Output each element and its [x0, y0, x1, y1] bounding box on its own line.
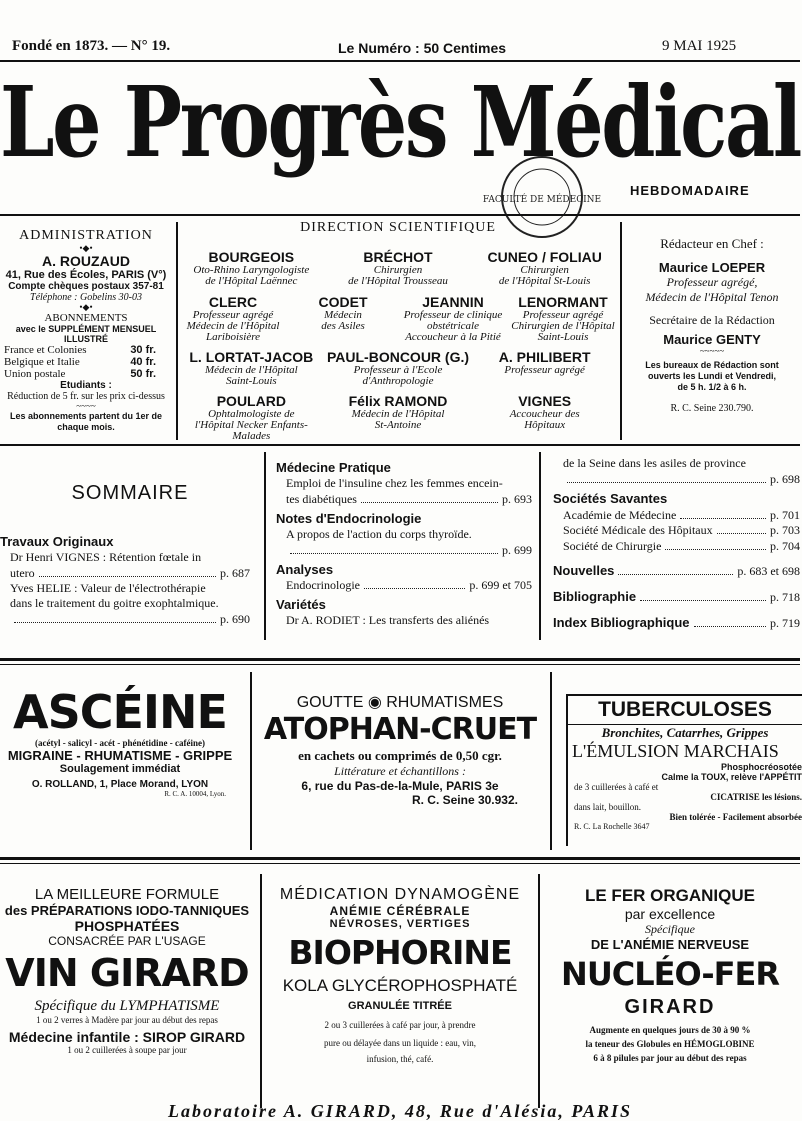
ornament: •◆•	[79, 243, 93, 253]
asceine-rc: R. C. A. 10004, Lyon.	[164, 790, 226, 798]
tub-name: L'ÉMULSION MARCHAIS	[572, 741, 779, 761]
toc-entry-title: Académie de Médecine	[563, 507, 677, 522]
director-role: Chirurgien de l'Hôpital	[511, 320, 615, 332]
tub-calme-1: Calme la TOUX, relève l'APPÉTIT	[661, 772, 802, 782]
bio-granule: GRANULÉE TITRÉE	[348, 1000, 452, 1012]
nucleo-l2: par excellence	[624, 906, 716, 922]
director-entry	[178, 350, 325, 387]
toc-page: p. 693	[502, 491, 532, 506]
director-entry	[325, 350, 472, 387]
column-divider	[620, 222, 622, 440]
toc-page: p. 683 et 698	[737, 564, 800, 579]
toc-leader	[364, 578, 465, 590]
toc-heading: Sociétés Savantes	[553, 490, 668, 506]
toc-entry	[553, 562, 800, 580]
director-role: des Asiles	[321, 320, 365, 332]
director-role: Saint-Louis	[537, 331, 589, 343]
rate-value: 50 fr.	[130, 368, 156, 380]
admin-phone: Téléphone : Gobelins 30-03	[30, 292, 142, 303]
secretary-name: Maurice GENTY	[663, 332, 761, 347]
journal-subtitle: HEBDOMADAIRE	[630, 183, 750, 198]
tub-dose-2: dans lait, bouillon.	[574, 802, 641, 812]
director-role: d'Anthropologie	[362, 375, 434, 387]
girard-l2: des PRÉPARATIONS IODO-TANNIQUES	[4, 903, 250, 918]
bio-name: BIOPHORINE	[288, 933, 512, 972]
redaction-block	[624, 236, 800, 414]
sommaire-title: SOMMAIRE	[71, 482, 189, 504]
tub-sub: Bronchites, Catarrhes, Grippes	[601, 725, 769, 740]
director-name: LENORMANT	[518, 294, 608, 310]
tub-tolerance: Bien tolérée - Facilement absorbée	[669, 812, 802, 822]
director-entry	[398, 295, 508, 343]
tub-title: TUBERCULOSES	[568, 696, 802, 725]
toc-page: p. 699 et 705	[469, 578, 532, 593]
toc-page: p. 699	[502, 542, 532, 557]
founded-line: Fondé en 1873. — N° 19.	[12, 38, 171, 54]
sommaire-column-1	[0, 530, 250, 627]
toc-leader	[361, 491, 498, 503]
girard-dose: 1 ou 2 verres à Madère par jour au début des repas	[36, 1015, 218, 1025]
rate-row	[4, 368, 156, 380]
ads-top-rule-thin	[0, 664, 800, 665]
atophan-lit: Littérature et échantillons :	[334, 764, 466, 778]
director-name: JEANNIN	[422, 294, 484, 310]
top-info-rule	[0, 214, 800, 216]
nucleo-l1: LE FER ORGANIQUE	[584, 886, 755, 905]
rate-value: 40 fr.	[130, 356, 156, 368]
director-entry	[508, 295, 618, 343]
admin-name: A. ROUZAUD	[42, 253, 130, 269]
director-name: CODET	[318, 294, 368, 310]
toc-page: p. 687	[220, 565, 250, 580]
nucleo-name: NUCLÉO-FER	[561, 955, 779, 993]
director-role: Professeur agrégé	[522, 309, 604, 321]
ads-mid-rule	[0, 857, 800, 860]
tub-rc: R. C. La Rochelle 3647	[574, 822, 650, 831]
chief-title-1: Professeur agrégé,	[666, 275, 758, 289]
toc-leader	[717, 523, 766, 535]
asceine-composition: (acétyl - salicyl - acét - phénétidine - caféine)	[35, 738, 205, 748]
toc-entry-title: tes diabétiques	[286, 491, 357, 506]
toc-leader	[694, 615, 766, 628]
director-name: PAUL-BONCOUR (G.)	[326, 349, 470, 365]
supplement-line: avec le SUPPLÉMENT MENSUEL ILLUSTRÉ	[15, 324, 157, 344]
rate-label: Union postale	[4, 368, 66, 380]
toc-entry-title: Nouvelles	[553, 563, 615, 579]
nucleo-l3: Spécifique	[645, 922, 695, 936]
nucleo-dose-3: 6 à 8 pilules par jour au début des repas	[593, 1053, 747, 1063]
toc-leader	[665, 538, 766, 550]
toc-entry-title: Bibliographie	[553, 589, 637, 605]
director-role: Lariboisière	[206, 331, 260, 343]
direction-row	[178, 295, 618, 343]
secretary-label: Secrétaire de la Rédaction	[649, 313, 775, 327]
toc-entry-title: Société de Chirurgie	[563, 539, 662, 554]
rates-list	[0, 344, 172, 380]
bio-kola: KOLA GLYCÉROPHOSPHATÉ	[282, 976, 518, 995]
director-role: Médecin	[324, 309, 362, 321]
bio-l3: NÉVROSES, VERTIGES	[329, 918, 471, 930]
chief-title-2: Médecin de l'Hôpital Tenon	[645, 290, 779, 304]
sommaire-column-3	[553, 456, 800, 632]
girard-infant: Médecine infantile : SIROP GIRARD	[8, 1029, 246, 1045]
header-rule	[0, 60, 800, 62]
tub-calme-2: CICATRISE les lésions.	[710, 792, 802, 802]
toc-entry	[553, 614, 800, 632]
ads-mid-rule-thin	[0, 863, 800, 864]
direction-row	[178, 394, 618, 442]
toc-entry-title: Société Médicale des Hôpitaux	[563, 523, 713, 538]
ad-tuberculose	[566, 694, 802, 846]
direction-row	[178, 250, 618, 287]
ad-biophorine	[262, 886, 538, 1064]
director-entry	[471, 350, 618, 387]
rate-value: 30 fr.	[130, 344, 156, 356]
director-entry	[178, 394, 325, 442]
toc-page: p. 690	[220, 611, 250, 626]
ad-asceine	[0, 686, 240, 798]
ornament: ~~~~	[76, 401, 96, 411]
toc-entry	[553, 471, 800, 487]
toc-entry	[0, 565, 250, 581]
toc-heading: Analyses	[276, 561, 334, 577]
journal-title: Le Progrès Médical	[0, 65, 800, 179]
toc-line: de la Seine dans les asiles de province	[563, 456, 746, 470]
column-divider	[539, 452, 541, 640]
tub-dose-1: de 3 cuillerées à café et	[574, 782, 659, 792]
reduction-line: Réduction de 5 fr. sur les prix ci-dessus	[7, 391, 165, 402]
atophan-top: GOUTTE ◉ RHUMATISMES	[296, 694, 504, 711]
stamp-text: FACULTÉ DE MÉDECINE	[482, 195, 602, 205]
girard-name: VIN GIRARD	[5, 951, 249, 995]
director-entry	[178, 250, 325, 287]
nucleo-dose-2: la teneur des Globules en HÉMOGLOBINE	[585, 1039, 755, 1049]
ornament: ~~~~~	[699, 346, 725, 356]
toc-entry	[276, 542, 532, 558]
toc-entry	[276, 491, 532, 507]
sommaire-column-2	[276, 456, 532, 628]
toc-entry	[553, 588, 800, 606]
toc-line: A propos de l'action du corps thyroïde.	[286, 526, 472, 541]
rate-label: France et Colonies	[4, 344, 87, 356]
toc-heading: Variétés	[276, 597, 326, 613]
toc-leader	[618, 563, 733, 576]
director-name: L. LORTAT-JACOB	[189, 349, 314, 365]
toc-leader	[567, 471, 766, 483]
toc-entry-title: Endocrinologie	[286, 578, 360, 593]
director-role: Hôpitaux	[524, 419, 566, 431]
director-entry	[325, 250, 472, 287]
toc-entry	[553, 523, 800, 539]
asceine-name: ASCÉINE	[13, 685, 227, 739]
footer-laboratory: Laboratoire A. GIRARD, 48, Rue d'Alésia, PARIS	[167, 1101, 633, 1121]
chief-label: Rédacteur en Chef :	[660, 236, 764, 251]
director-name: Félix RAMOND	[348, 393, 448, 409]
masthead	[0, 63, 800, 185]
direction-grid	[178, 250, 618, 440]
director-role: Saint-Louis	[225, 375, 277, 387]
bio-dose-2: pure ou délayée dans un liquide : eau, vin,	[324, 1038, 476, 1048]
tub-phos: Phosphocréosotée	[720, 762, 802, 772]
director-name: CLERC	[208, 294, 258, 310]
director-role: Médecin de l'Hôpital	[351, 408, 445, 420]
toc-line: dans le traitement du goitre exophtalmique.	[10, 595, 219, 610]
toc-heading: Travaux Originaux	[0, 534, 114, 549]
column-divider	[550, 672, 552, 850]
director-role: Professeur à l'Ecole	[353, 364, 443, 376]
toc-page: p. 701	[770, 507, 800, 522]
toc-page: p. 718	[770, 590, 800, 605]
director-role: Professeur agrégé	[504, 364, 585, 376]
director-role: de l'Hôpital Trousseau	[348, 275, 448, 287]
nucleo-brand: GIRARD	[624, 996, 716, 1018]
bio-dose-1: 2 ou 3 cuillerées à café par jour, à prendre	[324, 1020, 476, 1030]
ads-top-rule	[0, 658, 800, 661]
toc-page: p. 704	[770, 539, 800, 554]
toc-leader	[14, 611, 216, 623]
director-role: de l'Hôpital St-Louis	[498, 275, 591, 287]
toc-leader	[39, 565, 216, 577]
toc-entry	[276, 578, 532, 594]
admin-cheques: Compte chèques postaux 357-81	[8, 281, 164, 292]
atophan-form: en cachets ou comprimés de 0,50 cgr.	[298, 748, 502, 763]
administration-block	[0, 228, 172, 433]
director-name: A. PHILIBERT	[498, 349, 591, 365]
toc-line: Yves HELIE : Valeur de l'électrothérapie	[10, 580, 206, 595]
director-entry	[288, 295, 398, 343]
toc-page: p. 703	[770, 523, 800, 538]
asceine-relief: Soulagement immédiat	[59, 763, 181, 775]
director-role: Médecin de l'Hôpital	[204, 364, 298, 376]
girard-dose-2: 1 ou 2 cuillerées à soupe par jour	[67, 1045, 187, 1055]
ornament: •◆•	[79, 302, 93, 312]
director-role: Accoucheur à la Pitié	[405, 331, 501, 343]
toc-entry-title: Index Bibliographique	[553, 615, 690, 631]
director-role: Ophtalmologiste de	[208, 408, 295, 420]
sommaire-top-rule	[0, 444, 800, 446]
director-role: Médecin de l'Hôpital	[186, 320, 280, 332]
director-entry	[178, 295, 288, 343]
students-label: Etudiants :	[60, 380, 112, 391]
director-entry	[471, 394, 618, 442]
redaction-rc: R. C. Seine 230.790.	[670, 403, 754, 414]
director-name: POULARD	[216, 393, 286, 409]
director-role: l'Hôpital Necker Enfants-Malades	[194, 419, 308, 442]
hours-line-3: de 5 h. 1/2 à 6 h.	[677, 382, 747, 392]
bio-dose-3: infusion, thé, café.	[366, 1054, 434, 1064]
ad-atophan	[252, 692, 548, 807]
admin-address: 41, Rue des Écoles, PARIS (V°)	[5, 269, 167, 281]
director-name: CUNEO / FOLIAU	[487, 249, 602, 265]
toc-entry	[553, 507, 800, 523]
toc-page: p. 719	[770, 616, 800, 631]
rate-label: Belgique et Italie	[4, 356, 80, 368]
atophan-name: ATOPHAN-CRUET	[263, 712, 537, 747]
bio-l2: ANÉMIE CÉRÉBRALE	[329, 904, 471, 918]
toc-leader	[640, 589, 766, 602]
nucleo-l4: DE L'ANÉMIE NERVEUSE	[590, 937, 750, 952]
nucleo-dose-1: Augmente en quelques jours de 30 à 90 %	[589, 1025, 751, 1035]
toc-leader	[290, 542, 498, 554]
director-role: obstétricale	[427, 320, 479, 332]
toc-heading: Médecine Pratique	[276, 460, 391, 475]
director-role: Chirurgien	[373, 264, 423, 276]
hours-line-2: ouverts les Lundi et Vendredi,	[647, 371, 777, 381]
atophan-rc: R. C. Seine 30.932.	[411, 793, 518, 807]
director-role: Professeur de clinique	[403, 309, 503, 321]
rate-row	[4, 344, 156, 356]
atophan-address: 6, rue du Pas-de-la-Mule, PARIS 3e	[301, 779, 499, 793]
chief-name: Maurice LOEPER	[658, 260, 766, 275]
hours-line-1: Les bureaux de Rédaction sont	[645, 360, 779, 370]
director-name: BRÉCHOT	[363, 249, 433, 265]
toc-line: Emploi de l'insuline chez les femmes encein-	[286, 476, 503, 490]
director-role: Accoucheur des	[509, 408, 580, 420]
director-name: VIGNES	[518, 393, 572, 409]
director-role: Chirurgien	[520, 264, 569, 276]
director-entry	[325, 394, 472, 442]
toc-leader	[680, 507, 766, 519]
rate-row	[4, 356, 156, 368]
toc-entry	[0, 611, 250, 627]
bio-l1: MÉDICATION DYNAMOGÈNE	[279, 886, 521, 903]
director-name: BOURGEOIS	[208, 249, 295, 265]
asceine-address: O. ROLLAND, 1, Place Morand, LYON	[31, 779, 209, 790]
girard-l1: LA MEILLEURE FORMULE	[34, 886, 220, 903]
direction-title: DIRECTION SCIENTIFIQUE	[300, 220, 496, 235]
director-role: Oto-Rhino Laryngologiste	[193, 264, 310, 276]
issue-date: 9 MAI 1925	[662, 38, 737, 54]
column-divider	[264, 452, 266, 640]
ad-nucleo-fer	[540, 886, 800, 1063]
director-role: St-Antoine	[374, 419, 422, 431]
subscription-note: Les abonnements partent du 1er de chaque mois.	[9, 411, 163, 432]
direction-row	[178, 350, 618, 387]
toc-line: Dr A. RODIET : Les transferts des aliénés	[286, 613, 490, 628]
girard-l3: PHOSPHATÉES	[74, 918, 180, 934]
asceine-uses: MIGRAINE - RHUMATISME - GRIPPE	[7, 748, 233, 763]
toc-heading: Notes d'Endocrinologie	[276, 510, 422, 526]
toc-line: Dr Henri VIGNES : Rétention fœtale in	[10, 550, 202, 564]
admin-title: ADMINISTRATION	[19, 228, 153, 243]
director-role: de l'Hôpital Laënnec	[205, 275, 298, 287]
toc-entry	[553, 538, 800, 554]
ad-vin-girard	[0, 886, 254, 1055]
director-entry	[471, 250, 618, 287]
abonnements-title: ABONNEMENTS	[44, 312, 128, 324]
toc-entry-title: utero	[10, 565, 35, 580]
director-role: Professeur agrégé	[192, 309, 274, 321]
toc-page: p. 698	[770, 471, 800, 486]
price-line: Le Numéro : 50 Centimes	[338, 40, 507, 56]
girard-spec: Spécifique du LYMPHATISME	[34, 998, 220, 1014]
girard-l4: CONSACRÉE PAR L'USAGE	[48, 934, 206, 948]
